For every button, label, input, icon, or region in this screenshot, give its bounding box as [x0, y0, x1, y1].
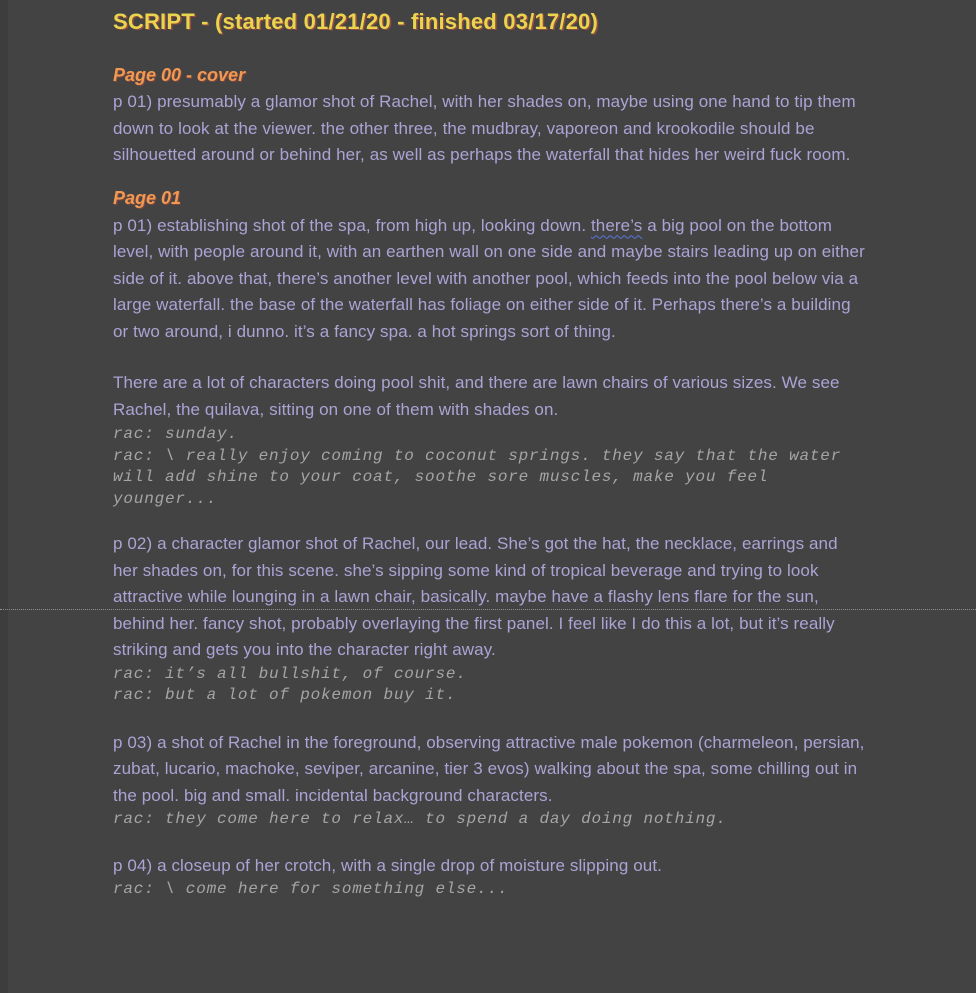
dialogue-line: rac: but a lot of pokemon buy it.: [113, 686, 457, 704]
script-paragraph-page01-p04: p 04) a closeup of her crotch, with a single drop of moisture slipping out.: [113, 855, 662, 875]
left-edge-shadow: [0, 0, 8, 993]
dialogue-line: rac: it’s all bullshit, of course.: [113, 664, 467, 683]
dialogue-line: rac: \ come here for something else...: [113, 880, 509, 898]
script-paragraph-page00-p01: p 01) presumably a glamor shot of Rachel, with her shades on, maybe using one hand to tip them down to look at the viewer. the other three, the mudbray, vaporeon and krookodile should be silhouetted around or behind her, as well as perhaps the waterfall that hides her weird fuck room.: [113, 92, 856, 164]
dialogue-line: rac: sunday.: [113, 425, 238, 443]
dialogue-line: rac: \ really enjoy coming to coconut springs. they say that the water will add shine to your coat, soothe sore muscles, make you feel younger...: [113, 446, 842, 508]
paragraph-text-after: a big pool on the bottom level, with people around it, with an earthen wall on one side and maybe stairs leading up on either side of it. above that, there’s another level with another pool, which feeds into the pool below via a large waterfall. the base of the waterfall has foliage on either side of it. Perhaps there’s a building or two around, i dunno. it’s a fancy spa. a hot springs sort of thing.: [113, 215, 865, 341]
script-document[interactable]: [113, 0, 865, 901]
page-01-heading: Page 01: [113, 187, 182, 208]
dialogue-line: rac: they come here to relax… to spend a day doing nothing.: [113, 810, 727, 828]
document-title: SCRIPT - (started 01/21/20 - finished 03/17/20): [113, 9, 599, 34]
script-paragraph-page01-p01: [113, 213, 865, 346]
dialogue-block-2: [113, 664, 865, 707]
script-paragraph-page01-p02: p 02) a character glamor shot of Rachel, our lead. She’s got the hat, the necklace, earrings and her shades on, for this scene. she’s sipping some kind of tropical beverage and trying to look attractive while lounging in a lawn chair, basically. maybe have a flashy lens flare for the sun, behind her. fancy shot, probably overlaying the first panel. I feel like I do this a lot, but it’s really striking and gets you into the character right away.: [113, 534, 838, 659]
script-paragraph-page01-p03: p 03) a shot of Rachel in the foreground, observing attractive male pokemon (charmeleon, persian, zubat, lucario, machoke, seviper, arcanine, tier 3 evos) walking about the spa, some chilling out in the pool. big and small. incidental background characters.: [113, 732, 865, 805]
spellcheck-flagged-word[interactable]: there’s: [590, 215, 643, 235]
dialogue-block-4: [113, 879, 865, 901]
dialogue-block-1: [113, 424, 865, 510]
page-00-heading: Page 00 - cover: [113, 65, 246, 85]
paragraph-text-before: p 01) establishing shot of the spa, from high up, looking down.: [113, 215, 591, 235]
page-break-line: [0, 609, 976, 610]
script-paragraph-page01-description: There are a lot of characters doing pool shit, and there are lawn chairs of various sizes. We see Rachel, the quilava, sitting on one of them with shades on.: [113, 373, 840, 419]
dialogue-block-3: [113, 809, 865, 831]
